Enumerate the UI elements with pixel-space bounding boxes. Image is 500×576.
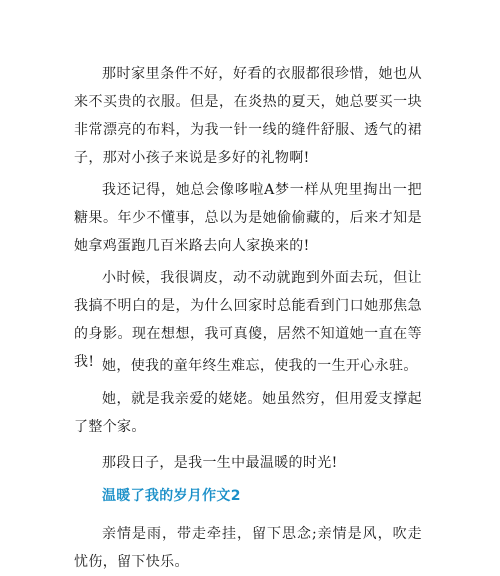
- paragraph-warmest-time: 那段日子，是我一生中最温暖的时光!: [102, 455, 338, 471]
- paragraph-candy: 我还记得，她总会像哆啦A梦一样从兜里掏出一把糖果。年少不懂事，总以为是她偷偷藏的，后来才知是她拿鸡蛋跑几百米路去向人家换来的!: [74, 182, 422, 254]
- paragraph-clothes: 那时家里条件不好，好看的衣服都很珍惜，她也从来不买贵的衣服。但是，在炎热的夏天，她总要买一块非常漂亮的布料，为我一针一线的缝件舒服、透气的裙子，那对小孩子来说是多好的礼物啊!: [74, 66, 422, 166]
- paragraph-grandma: 她，就是我亲爱的姥姥。她虽然穷，但用爱支撑起了整个家。: [74, 391, 422, 435]
- section-heading: 温暖了我的岁月作文2: [102, 488, 241, 504]
- paragraph-unforgettable: 她，使我的童年终生难忘，使我的一生开心永驻。: [102, 358, 418, 374]
- paragraph-family-love: 亲情是雨，带走牵挂，留下思念;亲情是风，吹走忧伤，留下快乐。: [74, 526, 422, 570]
- paragraph-childhood: 小时候，我很调皮，动不动就跑到外面去玩，但让我搞不明白的是，为什么回家时总能看到门口她那焦急的身影。现在想想，我可真傻，居然不知道她一直在等我!: [74, 270, 422, 370]
